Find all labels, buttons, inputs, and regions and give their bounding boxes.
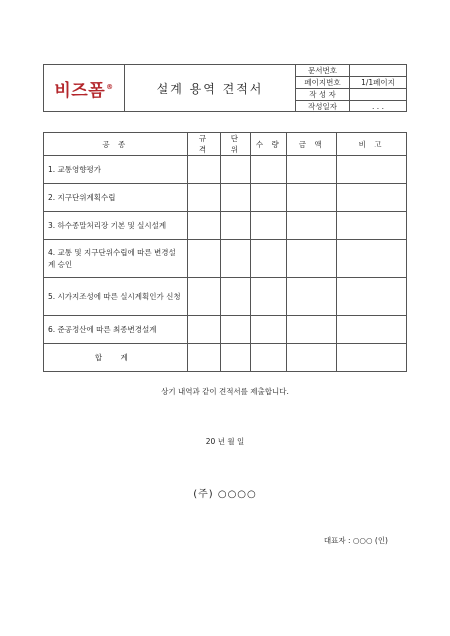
amount-cell[interactable] bbox=[287, 278, 337, 316]
submission-statement: 상기 내역과 같이 견적서를 제출합니다. bbox=[161, 387, 289, 396]
logo-cell bbox=[44, 65, 125, 111]
unit-cell[interactable] bbox=[221, 344, 251, 372]
meta-key: 작 성 자 bbox=[296, 89, 350, 100]
table-row bbox=[44, 156, 407, 184]
table-row bbox=[44, 184, 407, 212]
spec-cell[interactable] bbox=[187, 212, 221, 240]
meta-value bbox=[350, 65, 406, 76]
logo-text: 비즈폼 bbox=[54, 80, 106, 101]
meta-row-author bbox=[296, 89, 406, 101]
header-remarks: 비 고 bbox=[337, 133, 407, 156]
unit-cell[interactable] bbox=[221, 240, 251, 278]
meta-value: 1/1페이지 bbox=[361, 78, 395, 87]
document-header bbox=[43, 64, 407, 112]
document-title: 설계 용역 견적서 bbox=[125, 65, 296, 111]
meta-key: 문서번호 bbox=[296, 65, 350, 76]
row-item: 4. 교통 및 지구단위수립에 따른 변경설계 승인 bbox=[44, 240, 188, 278]
table-row bbox=[44, 212, 407, 240]
amount-cell[interactable] bbox=[287, 212, 337, 240]
remarks-cell[interactable] bbox=[337, 240, 407, 278]
header-unit: 단 위 bbox=[221, 133, 251, 156]
remarks-cell[interactable] bbox=[337, 212, 407, 240]
submission-date: 20 년 월 일 bbox=[205, 437, 245, 446]
remarks-cell[interactable] bbox=[337, 156, 407, 184]
quantity-cell[interactable] bbox=[251, 240, 287, 278]
table-row bbox=[44, 240, 407, 278]
unit-cell[interactable] bbox=[221, 212, 251, 240]
header-spec: 규 격 bbox=[187, 133, 221, 156]
meta-key: 작성일자 bbox=[296, 101, 350, 112]
table-header-row bbox=[44, 133, 407, 156]
remarks-cell[interactable] bbox=[337, 184, 407, 212]
amount-cell[interactable] bbox=[287, 156, 337, 184]
spec-cell[interactable] bbox=[187, 316, 221, 344]
meta-row-date bbox=[296, 101, 406, 112]
meta-key: 페이지번호 bbox=[296, 77, 350, 88]
unit-cell[interactable] bbox=[221, 316, 251, 344]
company-name: (주) ○○○○ bbox=[193, 489, 257, 500]
table-row bbox=[44, 316, 407, 344]
meta-row-page-number bbox=[296, 77, 406, 89]
spec-cell[interactable] bbox=[187, 344, 221, 372]
meta-value: . . . bbox=[372, 102, 384, 111]
quantity-cell[interactable] bbox=[251, 156, 287, 184]
quantity-cell[interactable] bbox=[251, 344, 287, 372]
registered-mark: ® bbox=[106, 82, 114, 91]
remarks-cell[interactable] bbox=[337, 278, 407, 316]
amount-cell[interactable] bbox=[287, 240, 337, 278]
row-item: 5. 시가지조성에 따른 실시계획인가 신청 bbox=[44, 278, 188, 316]
total-row bbox=[44, 344, 407, 372]
representative-signature: 대표자 : ○○○ (인) bbox=[323, 536, 388, 545]
spec-cell[interactable] bbox=[187, 184, 221, 212]
spec-cell[interactable] bbox=[187, 156, 221, 184]
quantity-cell[interactable] bbox=[251, 316, 287, 344]
total-label: 합 계 bbox=[44, 344, 188, 372]
remarks-cell[interactable] bbox=[337, 316, 407, 344]
header-work-type: 공 종 bbox=[44, 133, 188, 156]
table-row bbox=[44, 278, 407, 316]
spec-cell[interactable] bbox=[187, 278, 221, 316]
unit-cell[interactable] bbox=[221, 184, 251, 212]
quantity-cell[interactable] bbox=[251, 212, 287, 240]
amount-cell[interactable] bbox=[287, 184, 337, 212]
bizform-logo bbox=[54, 76, 113, 101]
amount-cell[interactable] bbox=[287, 316, 337, 344]
row-item: 2. 지구단위계획수립 bbox=[44, 184, 188, 212]
quantity-cell[interactable] bbox=[251, 278, 287, 316]
unit-cell[interactable] bbox=[221, 278, 251, 316]
row-item: 1. 교통영향평가 bbox=[44, 156, 188, 184]
header-quantity: 수 량 bbox=[251, 133, 287, 156]
row-item: 3. 하수종말처리장 기본 및 실시설계 bbox=[44, 212, 188, 240]
unit-cell[interactable] bbox=[221, 156, 251, 184]
estimate-table bbox=[43, 132, 407, 372]
total-amount-cell[interactable] bbox=[287, 344, 337, 372]
document-meta bbox=[296, 65, 406, 111]
remarks-cell[interactable] bbox=[337, 344, 407, 372]
meta-value bbox=[350, 89, 406, 100]
quantity-cell[interactable] bbox=[251, 184, 287, 212]
row-item: 6. 준공정산에 따른 최종변경설계 bbox=[44, 316, 188, 344]
meta-row-doc-number bbox=[296, 65, 406, 77]
spec-cell[interactable] bbox=[187, 240, 221, 278]
header-amount: 금 액 bbox=[287, 133, 337, 156]
